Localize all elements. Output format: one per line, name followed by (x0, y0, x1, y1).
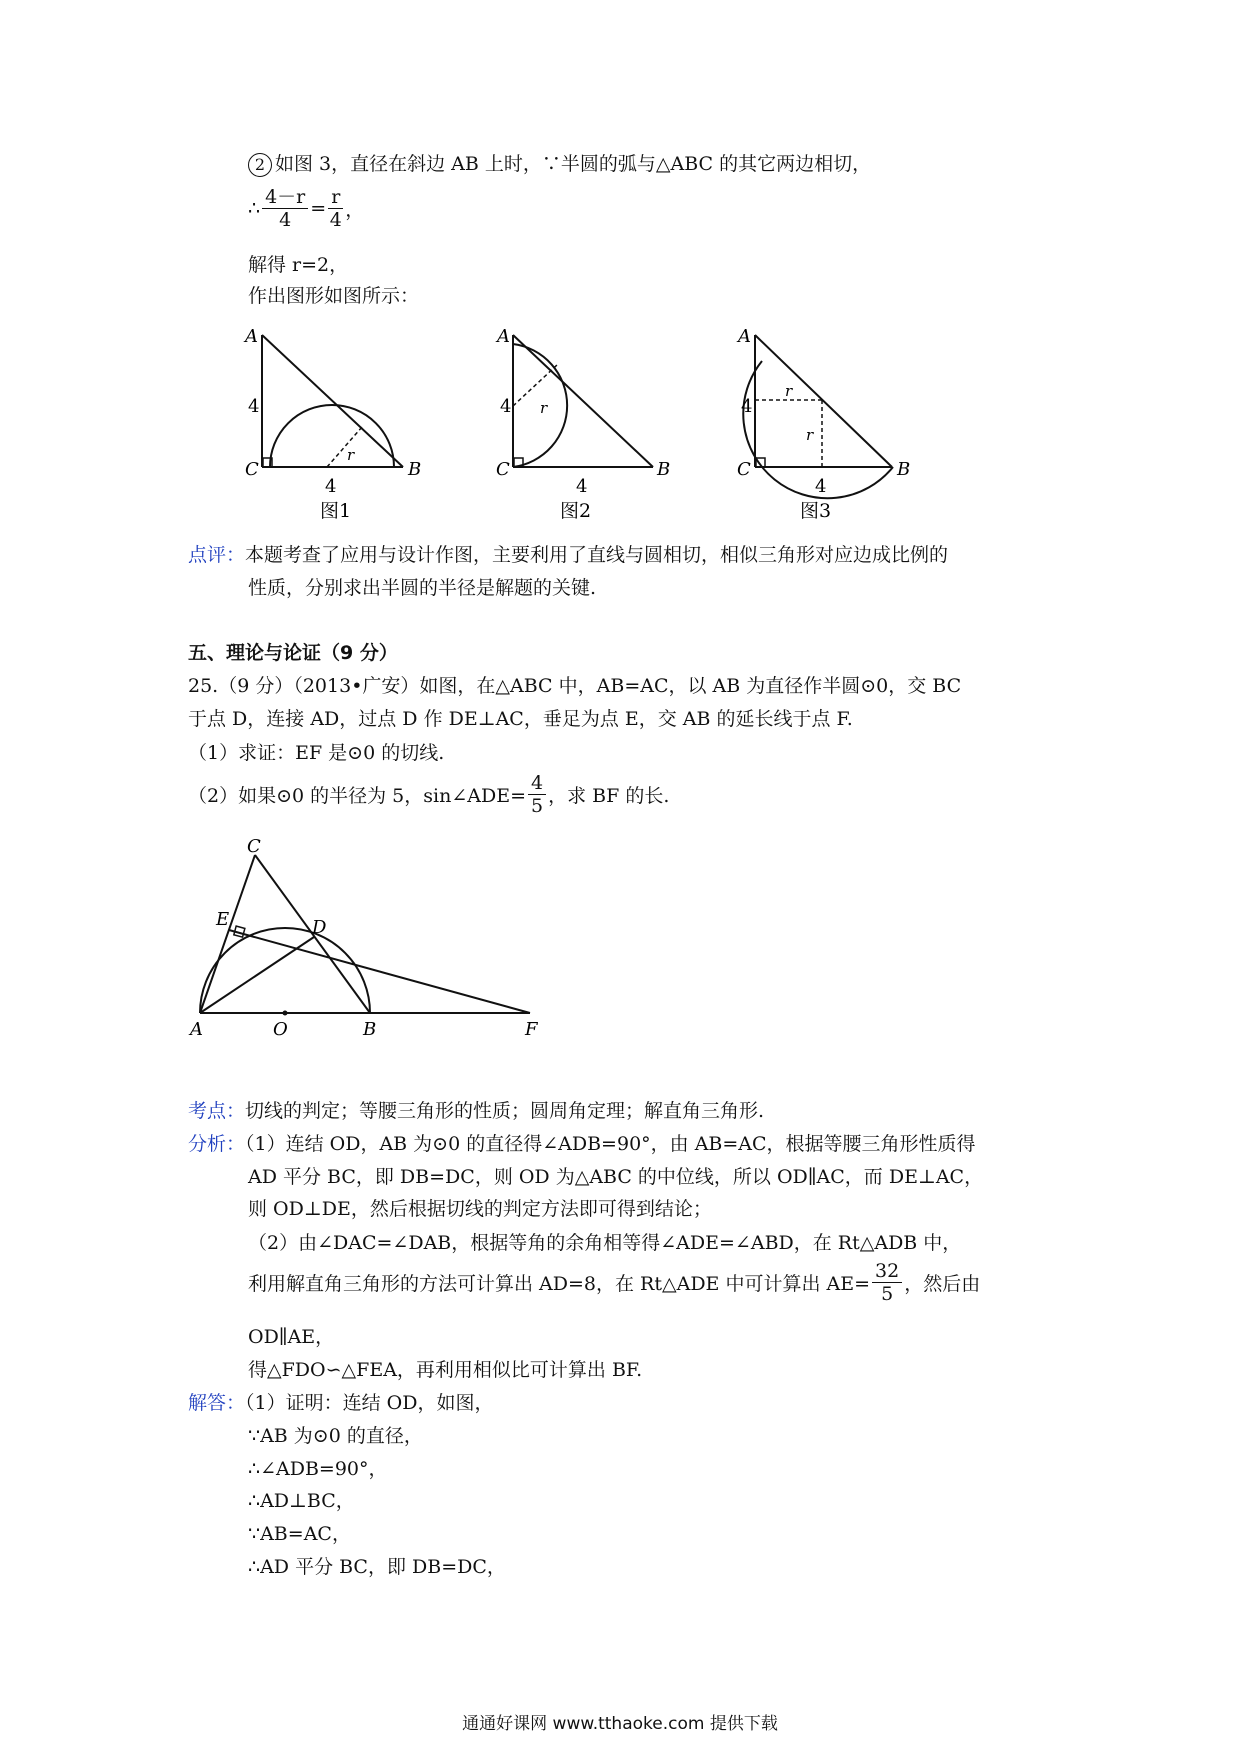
analysis-line-5-text: 利用解直角三角形的方法可计算出 AD=8，在 Rt△ADE 中可计算出 AE= (248, 1273, 871, 1295)
review-label: 点评： (188, 544, 246, 566)
figure-3 (736, 326, 910, 498)
question-part-2 (188, 772, 669, 817)
fraction-numerator: 4 (528, 772, 546, 795)
sin-fraction (528, 772, 546, 817)
analysis-line-6: OD∥AE， (248, 1326, 335, 1348)
fraction-denominator: 5 (531, 795, 544, 817)
point-b-label: B (363, 1019, 377, 1040)
figure-3-caption: 图3 (800, 500, 832, 522)
page-footer: 通通好课网 www.tthaoke.com 提供下载 (462, 1714, 778, 1734)
answer-line-6: ∴AD 平分 BC，即 DB=DC， (248, 1556, 506, 1578)
analysis-label: 分析： (188, 1133, 246, 1155)
fraction-2 (328, 186, 343, 231)
answer-line-2: ∵AB 为⊙0 的直径， (248, 1425, 423, 1447)
point-a-label: A (190, 1019, 203, 1040)
figure-2-caption: 图2 (560, 500, 592, 522)
ae-fraction (872, 1260, 902, 1305)
question-part-2-text: （2）如果⊙0 的半径为 5，sin∠ADE= (188, 785, 526, 807)
analysis-line-2: AD 平分 BC，即 DB=DC，则 OD 为△ABC 的中位线，所以 OD∥AC，而 DE⊥AC， (248, 1166, 984, 1188)
side-cb-label: 4 (815, 476, 827, 497)
fraction-denominator: 5 (881, 1283, 894, 1305)
solution-line-3: 解得 r=2， (248, 254, 349, 276)
vertex-a-label: A (245, 326, 258, 347)
vertex-a-label: A (497, 326, 510, 347)
answer-line-3: ∴∠ADB=90°， (248, 1458, 388, 1480)
answer-text: （1）证明：连结 OD，如图， (245, 1392, 494, 1414)
solution-line-1 (248, 151, 871, 177)
vertex-b-label: B (897, 459, 911, 480)
side-ac-label: 4 (500, 396, 512, 417)
equation-line (248, 186, 364, 231)
figure-2 (495, 326, 670, 497)
kaodian-text: 切线的判定；等腰三角形的性质；圆周角定理；解直角三角形. (245, 1100, 765, 1122)
vertex-c-label: C (737, 459, 751, 480)
radius-label: r (347, 446, 355, 464)
question-25-line-1: 25.（9 分）（2013•广安）如图，在△ABC 中，AB=AC，以 AB 为直径作半圆⊙0，交 BC (188, 675, 962, 697)
answer-line-4: ∴AD⊥BC， (248, 1490, 355, 1512)
vertex-b-label: B (408, 459, 422, 480)
analysis-line-3: 则 OD⊥DE，然后根据切线的判定方法即可得到结论； (248, 1198, 712, 1220)
vertex-b-label: B (657, 459, 671, 480)
answer-line-5: ∵AB=AC， (248, 1523, 351, 1545)
analysis-line-5-suffix: ，然后由 (904, 1273, 981, 1295)
punctuation: ， (345, 199, 365, 221)
analysis-line-5 (248, 1260, 980, 1305)
analysis-line-7: 得△FDO∽△FEA，再利用相似比可计算出 BF. (248, 1359, 643, 1381)
fraction-numerator: r (328, 186, 343, 209)
point-f-label: F (525, 1019, 538, 1040)
circled-number: 2 (248, 153, 272, 177)
figure-q25 (180, 835, 560, 1055)
fraction-numerator: 4－r (262, 186, 308, 209)
kaodian-line (188, 1098, 764, 1124)
side-ac-label: 4 (248, 396, 260, 417)
point-e-label: E (216, 909, 230, 930)
vertex-c-label: C (496, 459, 510, 480)
figure-1-caption: 图1 (320, 500, 352, 522)
side-ac-label: 4 (741, 396, 753, 417)
radius-label-top: r (785, 382, 793, 400)
review-text: 本题考查了应用与设计作图，主要利用了直线与圆相切，相似三角形对应边成比例的 (245, 544, 949, 566)
vertex-c-label: C (245, 459, 259, 480)
answer-line-1 (188, 1390, 493, 1416)
solution-line-4: 作出图形如图所示： (248, 285, 420, 307)
figure-1 (243, 326, 421, 497)
therefore-symbol: ∴ (248, 197, 261, 220)
side-cb-label: 4 (576, 476, 588, 497)
equals-sign: = (310, 197, 327, 220)
review-line-1 (188, 542, 948, 568)
point-o-label: O (273, 1019, 288, 1040)
side-cb-label: 4 (325, 476, 337, 497)
radius-label-side: r (806, 426, 814, 444)
analysis-line-4: （2）由∠DAC=∠DAB，根据等角的余角相等得∠ADE=∠ABD，在 Rt△ADB 中， (248, 1232, 962, 1254)
triangle-figures (0, 320, 1240, 550)
question-part-1: （1）求证：EF 是⊙0 的切线. (188, 742, 445, 764)
point-c-label: C (247, 836, 261, 857)
question-part-2-suffix: ，求 BF 的长. (548, 785, 670, 807)
analysis-line-1 (188, 1131, 976, 1157)
section-title: 五、理论与论证（9 分） (188, 642, 398, 664)
answer-label: 解答： (188, 1392, 246, 1414)
vertex-a-label: A (738, 326, 751, 347)
fraction-numerator: 32 (872, 1260, 902, 1283)
solution-text: 如图 3，直径在斜边 AB 上时，∵半圆的弧与△ABC 的其它两边相切， (275, 153, 872, 175)
fraction-denominator: 4 (279, 209, 292, 231)
fraction-1 (262, 186, 308, 231)
fraction-denominator: 4 (329, 209, 342, 231)
point-d-label: D (312, 917, 327, 938)
kaodian-label: 考点： (188, 1100, 246, 1122)
review-line-2: 性质，分别求出半圆的半径是解题的关键. (248, 577, 597, 599)
question-25-line-2: 于点 D，连接 AD，过点 D 作 DE⊥AC，垂足为点 E，交 AB 的延长线于点 F. (188, 708, 853, 730)
analysis-text: （1）连结 OD，AB 为⊙0 的直径得∠ADB=90°，由 AB=AC，根据等腰三角形性质得 (245, 1133, 976, 1155)
radius-label: r (540, 399, 548, 417)
